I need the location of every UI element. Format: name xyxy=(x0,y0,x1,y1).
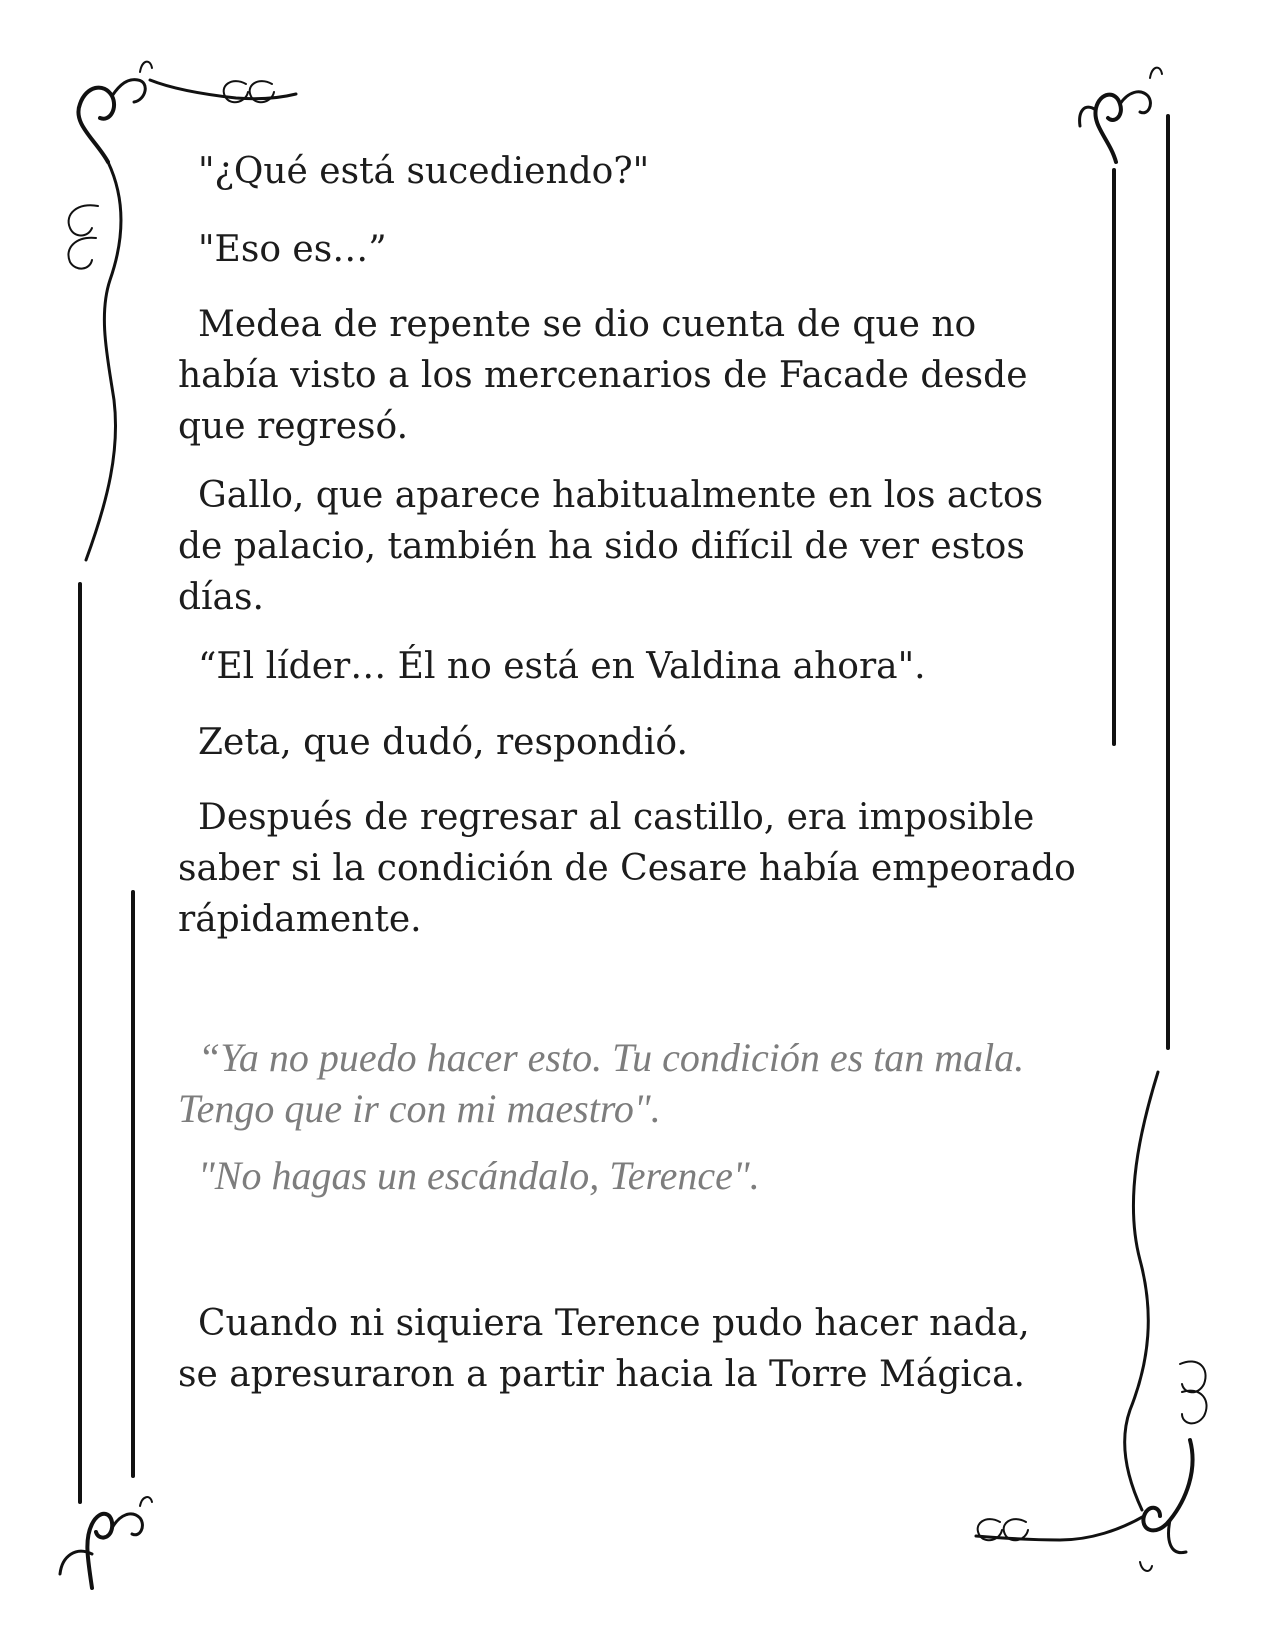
paragraph: "Eso es…” xyxy=(198,229,387,270)
paragraph: Cuando ni siquiera Terence pudo hacer nada, se apresuraron a partir hacia la Torre Mágica. xyxy=(178,1303,1030,1395)
paragraph: “El líder… Él no está en Valdina ahora". xyxy=(198,646,926,687)
paragraph: Gallo, que aparece habitualmente en los actos de palacio, también ha sido difícil de ver estos días. xyxy=(178,475,1044,618)
flourish-top-right xyxy=(1080,68,1162,162)
paragraph: "¿Qué está sucediendo?" xyxy=(198,151,650,192)
paragraph: Después de regresar al castillo, era imposible saber si la condición de Cesare había empeorado rápidamente. xyxy=(178,797,1076,940)
paragraph: "No hagas un escándalo, Terence". xyxy=(198,1153,760,1198)
paragraph: Medea de repente se dio cuenta de que no había visto a los mercenarios de Facade desde que regresó. xyxy=(178,304,1028,447)
paragraph: “Ya no puedo hacer esto. Tu condición es tan mala. Tengo que ir con mi maestro". xyxy=(178,1035,1025,1131)
paragraph: Zeta, que dudó, respondió. xyxy=(198,722,688,763)
flourish-bottom-left xyxy=(60,1497,152,1588)
